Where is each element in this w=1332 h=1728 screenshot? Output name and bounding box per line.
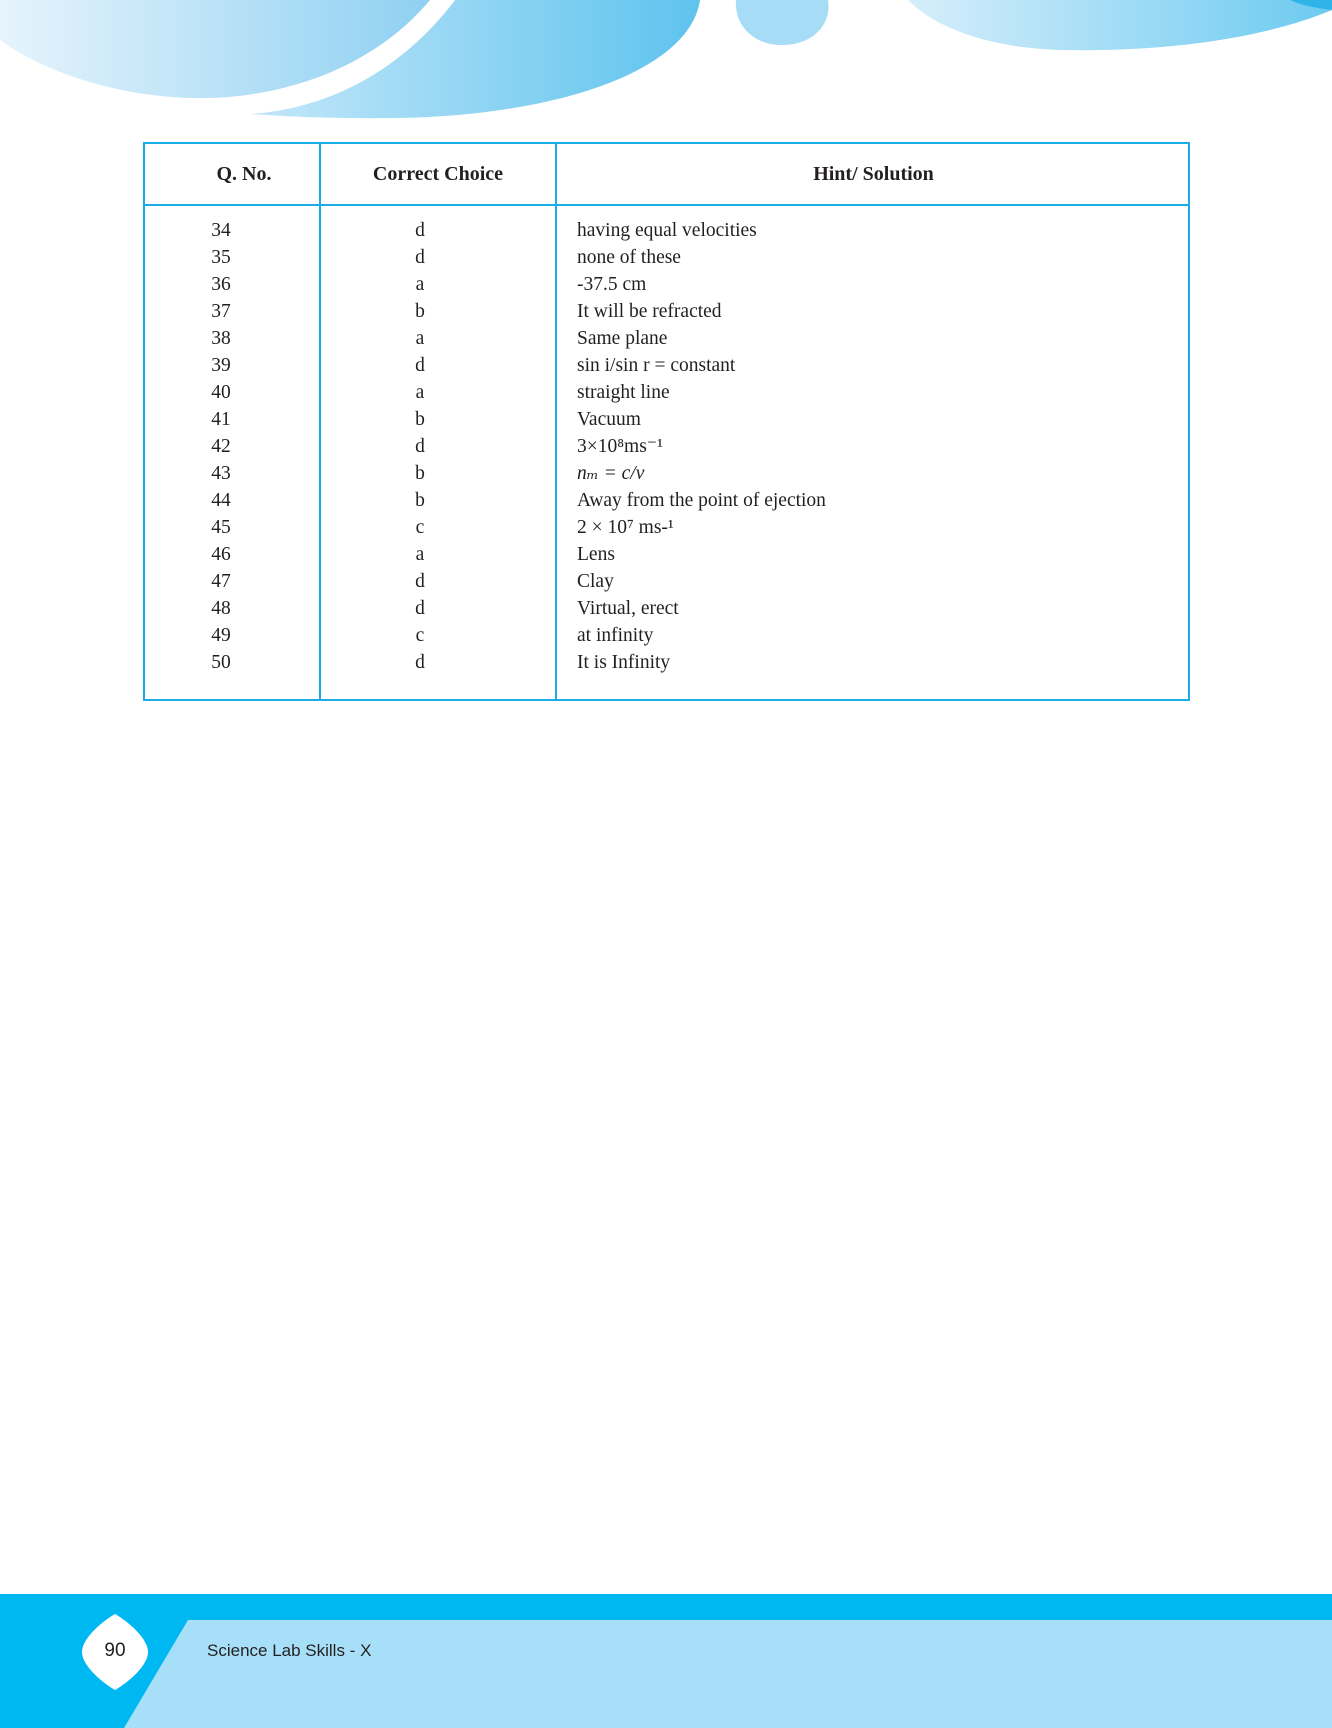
qno-cell: 45 (211, 517, 231, 538)
table-row (145, 379, 1188, 406)
hint-cell: Lens (577, 544, 615, 565)
qno-cell: 44 (211, 490, 231, 511)
choice-cell: a (415, 544, 425, 565)
hint-cell: Vacuum (577, 409, 641, 430)
qno-cell: 37 (211, 301, 231, 322)
hint-cell: It is Infinity (577, 652, 671, 673)
hint-cell: nₘ = c/v (577, 463, 645, 484)
qno-cell: 49 (211, 625, 231, 646)
qno-cell: 47 (211, 571, 231, 592)
table-row (145, 244, 1188, 271)
hint-cell: Virtual, erect (577, 598, 679, 619)
table-row (145, 595, 1188, 622)
choice-cell: b (415, 463, 425, 484)
choice-cell: c (415, 625, 425, 646)
qno-cell: 48 (211, 598, 231, 619)
choice-cell: a (415, 382, 425, 403)
hint-cell: Same plane (577, 328, 668, 349)
hint-cell: having equal velocities (577, 220, 757, 241)
table-row (145, 271, 1188, 298)
choice-cell: b (415, 490, 425, 511)
hint-cell: at infinity (577, 625, 654, 646)
table-row (145, 487, 1188, 514)
table-row (145, 649, 1188, 676)
qno-cell: 36 (211, 274, 231, 295)
hint-cell: straight line (577, 382, 670, 403)
qno-cell: 34 (211, 220, 231, 241)
table-row (145, 325, 1188, 352)
table-row (145, 622, 1188, 649)
qno-cell: 39 (211, 355, 231, 376)
choice-cell: d (415, 220, 425, 241)
footer-book-title: Science Lab Skills - X (207, 1641, 372, 1660)
table-row (145, 298, 1188, 325)
choice-cell: c (415, 517, 425, 538)
choice-cell: d (415, 571, 425, 592)
choice-cell: d (415, 247, 425, 268)
qno-cell: 46 (211, 544, 231, 565)
page-number: 90 (104, 1640, 126, 1661)
table-body (145, 217, 1188, 676)
choice-cell: d (415, 598, 425, 619)
table-row (145, 568, 1188, 595)
choice-cell: d (415, 436, 425, 457)
footer-band (0, 1594, 1332, 1728)
table-row (145, 217, 1188, 244)
hint-cell: 2 × 10⁷ ms-¹ (577, 517, 674, 538)
table-row (145, 352, 1188, 379)
qno-cell: 41 (211, 409, 231, 430)
hint-cell: none of these (577, 247, 681, 268)
choice-cell: d (415, 652, 425, 673)
qno-cell: 40 (211, 382, 231, 403)
header-hint-solution: Hint/ Solution (813, 163, 934, 185)
table-row (145, 433, 1188, 460)
hint-cell: Clay (577, 571, 614, 592)
hint-cell: sin i/sin r = constant (577, 355, 736, 376)
choice-cell: b (415, 409, 425, 430)
choice-cell: a (415, 328, 425, 349)
table-row (145, 460, 1188, 487)
qno-cell: 42 (211, 436, 231, 457)
header-correct-choice: Correct Choice (372, 163, 504, 185)
hint-cell: 3×10⁸ms⁻¹ (577, 436, 663, 457)
qno-cell: 50 (211, 652, 231, 673)
choice-cell: b (415, 301, 425, 322)
choice-cell: d (415, 355, 425, 376)
hint-cell: Away from the point of ejection (577, 490, 826, 511)
table-row (145, 514, 1188, 541)
qno-cell: 35 (211, 247, 231, 268)
header-qno: Q. No. (216, 163, 272, 185)
answer-table (143, 142, 1190, 701)
hint-cell: -37.5 cm (577, 274, 647, 295)
choice-cell: a (415, 274, 425, 295)
hint-cell: It will be refracted (577, 301, 722, 322)
table-row (145, 541, 1188, 568)
table-row (145, 406, 1188, 433)
qno-cell: 43 (211, 463, 231, 484)
qno-cell: 38 (211, 328, 231, 349)
header-wave-decoration (0, 0, 1332, 140)
header-divider (145, 204, 1188, 206)
